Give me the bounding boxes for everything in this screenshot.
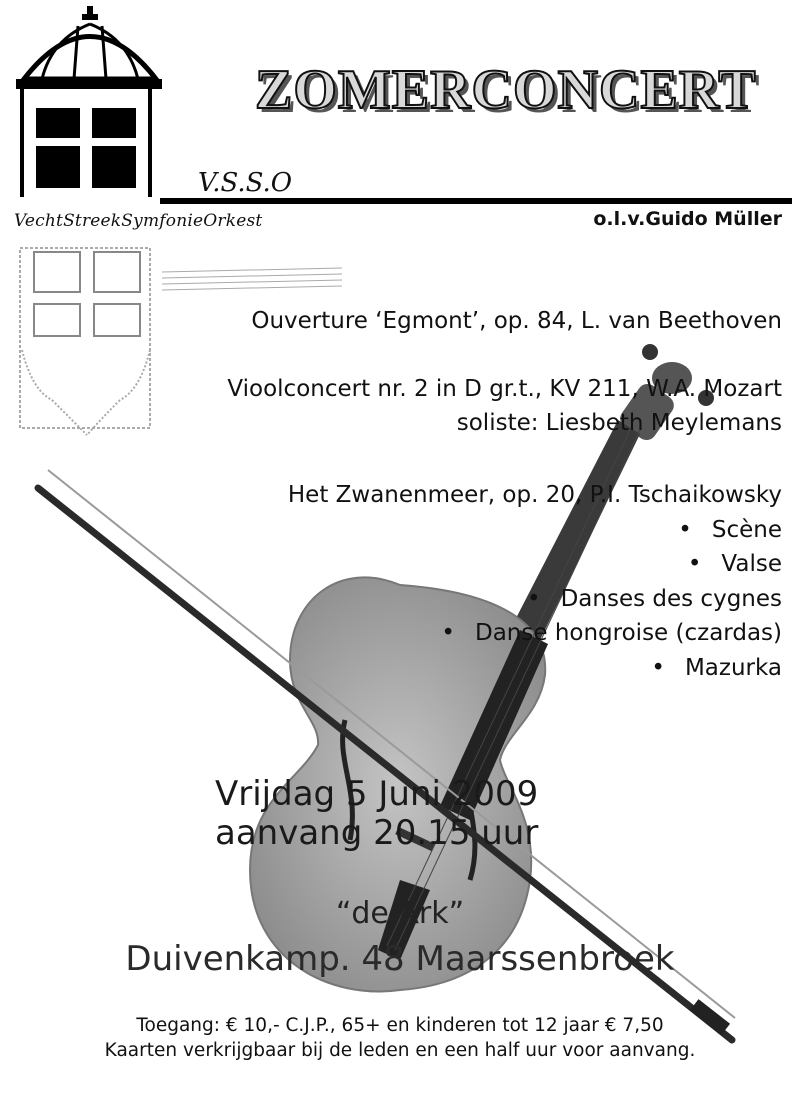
event-time: aanvang 20.15 uur — [215, 813, 539, 853]
event-address: Duivenkamp. 48 Maarssenbroek — [125, 939, 675, 979]
conductor-credit: o.l.v.Guido Müller — [593, 208, 782, 230]
program-piece-beethoven: Ouverture ‘Egmont’, op. 84, L. van Beethoven — [251, 308, 782, 334]
page-title: ZOMERCONCERT — [255, 59, 757, 121]
header-divider — [160, 198, 792, 204]
list-item: • Mazurka — [651, 655, 782, 681]
list-item: • Scène — [678, 517, 782, 543]
list-item: • Danses des cygnes — [527, 586, 782, 612]
program-piece-tschaikowsky: Het Zwanenmeer, op. 20, P.I. Tschaikowsky — [287, 482, 782, 508]
program-piece-mozart: Vioolconcert nr. 2 in D gr.t., KV 211, W.A. Mozart — [227, 376, 782, 402]
orchestra-abbreviation: V.S.S.O — [198, 168, 293, 198]
sheet-music-window-logo — [12, 240, 352, 440]
program-soloist: soliste: Liesbeth Meylemans — [456, 410, 782, 436]
ticket-info: Kaarten verkrijgbaar bij de leden en een half uur voor aanvang. — [104, 1040, 696, 1061]
event-date: Vrijdag 5 Juni 2009 — [215, 774, 539, 814]
orchestra-name: VechtStreekSymfonieOrkest — [14, 211, 263, 231]
list-item: • Danse hongroise (czardas) — [441, 620, 782, 646]
building-window-logo — [12, 4, 162, 200]
entry-prices: Toegang: € 10,- C.J.P., 65+ en kinderen tot 12 jaar € 7,50 — [136, 1015, 664, 1036]
list-item: • Valse — [687, 551, 782, 577]
event-venue: “de Ark” — [335, 896, 465, 931]
